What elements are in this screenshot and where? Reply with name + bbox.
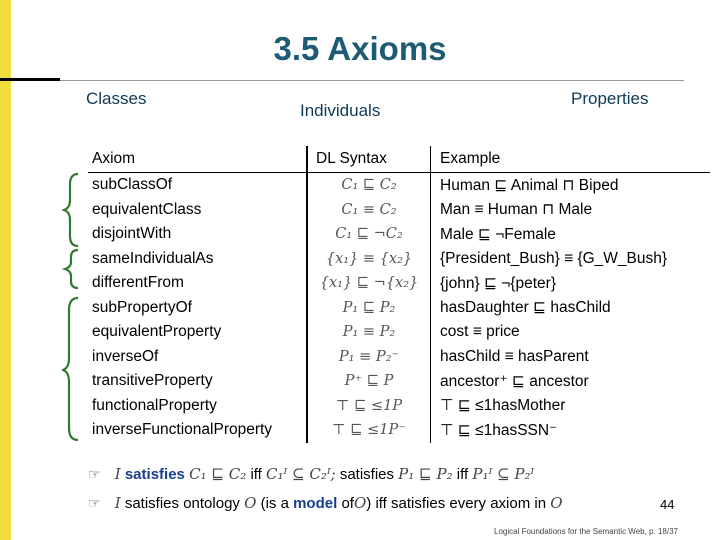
note-satisfies-ontology (88, 494, 563, 512)
slide-title: 3.5 Axioms (273, 30, 447, 67)
left-accent-bar (0, 0, 11, 540)
slide-number: 44 (660, 497, 675, 512)
cell-dl: {x₁} ⊑ ¬{x₂} (307, 271, 431, 296)
table-row (88, 394, 710, 419)
cell-example: ancestor⁺ ⊑ ancestor (431, 369, 711, 394)
cell-dl: P₁ ≡ P₂ (307, 320, 431, 345)
table-row (88, 198, 710, 223)
cell-axiom: differentFrom (92, 274, 184, 292)
cell-dl: C₁ ≡ C₂ (307, 198, 431, 223)
note-satisfies-axiom (88, 465, 534, 483)
cell-dl: ⊤ ⊑ ≤1P (307, 394, 431, 419)
class-semantics-formula: C₁ᴵ ⊆ C₂ᴵ; (266, 465, 336, 483)
table-row (88, 345, 710, 370)
axioms-table (88, 146, 710, 443)
header-dl-syntax: DL Syntax (307, 146, 431, 173)
cell-example: hasChild ≡ hasParent (431, 345, 711, 370)
title-underline (60, 80, 684, 81)
brace-classes (64, 174, 78, 246)
cell-example: cost ≡ price (431, 320, 711, 345)
cell-axiom: sameIndividualAs (92, 249, 214, 267)
footer-citation: Logical Foundations for the Semantic Web, p. 18/37 (494, 527, 678, 536)
cell-axiom: subClassOf (92, 176, 173, 194)
cell-axiom: disjointWith (92, 225, 172, 243)
cell-example: ⊤ ⊑ ≤1hasMother (431, 394, 711, 419)
cell-dl: C₁ ⊑ ¬C₂ (307, 222, 431, 247)
interpretation-symbol: I (114, 465, 121, 483)
property-axiom-formula: P₁ ⊑ P₂ (398, 465, 453, 483)
cell-axiom: equivalentClass (92, 200, 202, 218)
cell-axiom: functionalProperty (92, 396, 217, 414)
cell-example: {President_Bush} ≡ {G_W_Bush} (431, 247, 711, 272)
cell-example: Man ≡ Human ⊓ Male (431, 198, 711, 223)
table-row (88, 173, 710, 198)
cell-example: ⊤ ⊑ ≤1hasSSN⁻ (431, 418, 711, 443)
interpretation-symbol: I (114, 494, 121, 512)
cell-dl: P₁ ⊑ P₂ (307, 296, 431, 321)
cell-dl: P₁ ≡ P₂⁻ (307, 345, 431, 370)
cell-axiom: transitiveProperty (92, 372, 213, 390)
class-axiom-formula: C₁ ⊑ C₂ (189, 465, 247, 483)
note-text: (is a (260, 495, 289, 512)
note-text: of (341, 495, 354, 512)
cell-dl: P⁺ ⊑ P (307, 369, 431, 394)
satisfies-text: satisfies (339, 466, 394, 483)
header-example: Example (431, 146, 711, 173)
header-axiom: Axiom (92, 150, 136, 167)
table-row (88, 418, 710, 443)
ontology-symbol: O (550, 494, 563, 512)
ontology-symbol: O (244, 494, 257, 512)
cell-dl: ⊤ ⊑ ≤1P⁻ (307, 418, 431, 443)
pointing-hand-icon: ☞ (88, 495, 101, 511)
cell-dl: C₁ ⊑ C₂ (307, 173, 431, 198)
cell-axiom: subPropertyOf (92, 298, 192, 316)
note-text: satisfies ontology (124, 495, 240, 512)
label-classes: Classes (86, 89, 147, 108)
cell-example: Male ⊑ ¬Female (431, 222, 711, 247)
note-text: ) iff satisfies every axiom in (366, 495, 547, 512)
pointing-hand-icon: ☞ (88, 466, 101, 482)
cell-axiom: equivalentProperty (92, 323, 222, 341)
ontology-symbol: O (353, 494, 367, 512)
satisfies-term: satisfies (124, 466, 185, 483)
table-row (88, 222, 710, 247)
model-term: model (293, 495, 338, 512)
brace-properties (63, 298, 78, 440)
label-individuals: Individuals (300, 101, 381, 120)
cell-example: hasDaughter ⊑ hasChild (431, 296, 711, 321)
cell-example: Human ⊑ Animal ⊓ Biped (431, 173, 711, 198)
brace-individuals (65, 250, 78, 288)
iff-text: iff (250, 466, 262, 483)
property-semantics-formula: P₁ᴵ ⊆ P₂ᴵ (472, 465, 535, 483)
cell-axiom: inverseOf (92, 347, 159, 365)
cell-dl: {x₁} ≡ {x₂} (307, 247, 431, 272)
table-row (88, 320, 710, 345)
table-row (88, 369, 710, 394)
title-underline-left (0, 78, 60, 81)
iff-text: iff (456, 466, 469, 483)
cell-example: {john} ⊑ ¬{peter} (431, 271, 711, 296)
table-row (88, 296, 710, 321)
group-braces (62, 170, 84, 442)
cell-axiom: inverseFunctionalProperty (92, 421, 273, 439)
table-row (88, 247, 710, 272)
table-row (88, 271, 710, 296)
label-properties: Properties (571, 89, 649, 108)
table-header-row (88, 146, 710, 173)
